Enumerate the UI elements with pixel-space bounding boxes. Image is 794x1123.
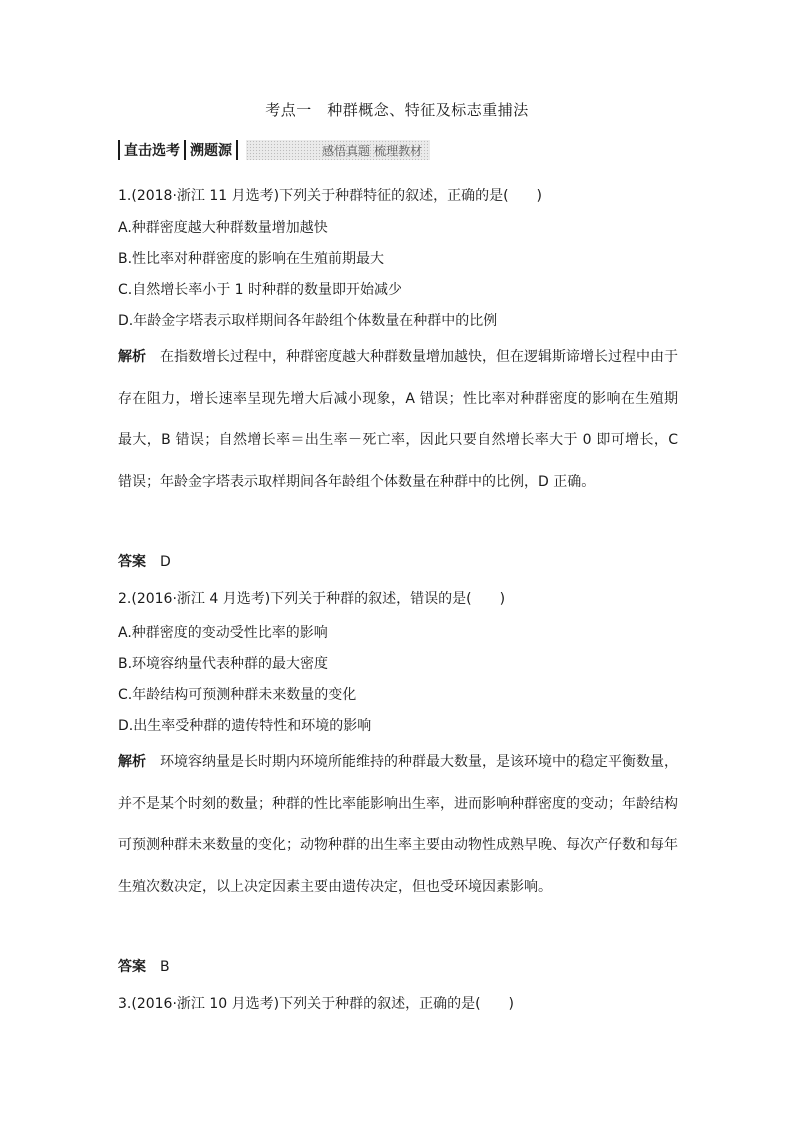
question-2-option-b: B.环境容纳量代表种群的最大密度 (118, 656, 329, 672)
banner-label (118, 139, 238, 161)
analysis-text: 在指数增长过程中，种群密度越大种群数量增加越快，但在逻辑斯谛增长过程中由于存在阻力，增长速率呈现先增大后减小现象，A 错误；性比率对种群密度的影响在生殖期最大，B 错误；自然增长率＝出生率－死亡率，因此只要自然增长率大于 0 即可增长，C 错误；年龄金字塔表示取样期间各年龄组个体数量在种群中的比例，D 正确。 (118, 349, 678, 490)
question-2-answer (118, 956, 170, 976)
question-1-answer (118, 551, 171, 571)
banner-note-text: 感悟真题 梳理教材 (322, 143, 422, 158)
question-3-stem: 3.(2016·浙江 10 月选考)下列关于种群的叙述，正确的是( ) (118, 996, 514, 1012)
section-title: 考点一 种群概念、特征及标志重捕法 (265, 101, 529, 119)
answer-label: 答案 (118, 554, 146, 570)
question-1-analysis (118, 337, 678, 503)
question-1-stem: 1.(2018·浙江 11 月选考)下列关于种群特征的叙述，正确的是( ) (118, 188, 542, 204)
answer-value: B (160, 959, 170, 975)
answer-label: 答案 (118, 959, 146, 975)
section-banner (118, 138, 558, 162)
analysis-text: 环境容纳量是长时期内环境所能维持的种群最大数量，是该环境中的稳定平衡数量，并不是某个时刻的数量；种群的性比率能影响出生率，进而影响种群密度的变动；年龄结构可预测种群未来数量的变化；动物种群的出生率主要由动物性成熟早晚、每次产仔数和每年生殖次数决定，以上决定因素主要由遗传决定，但也受环境因素影响。 (118, 754, 678, 895)
banner-divider (118, 140, 120, 160)
banner-part-1: 直击选考 (124, 143, 180, 159)
analysis-label: 解析 (118, 754, 146, 770)
question-1-option-c: C.自然增长率小于 1 时种群的数量即开始减少 (118, 282, 403, 298)
answer-value: D (160, 554, 171, 570)
banner-divider (236, 140, 238, 160)
banner-note (246, 140, 430, 160)
banner-divider (184, 140, 186, 160)
question-1-option-b: B.性比率对种群密度的影响在生殖前期最大 (118, 251, 385, 267)
question-2-stem: 2.(2016·浙江 4 月选考)下列关于种群的叙述，错误的是( ) (118, 591, 506, 607)
question-2-option-c: C.年龄结构可预测种群未来数量的变化 (118, 687, 357, 703)
question-2-option-a: A.种群密度的变动受性比率的影响 (118, 625, 328, 641)
banner-part-2: 溯题源 (190, 143, 232, 159)
question-1-option-a: A.种群密度越大种群数量增加越快 (118, 220, 328, 236)
question-2-option-d: D.出生率受种群的遗传特性和环境的影响 (118, 718, 372, 734)
question-1-option-d: D.年龄金字塔表示取样期间各年龄组个体数量在种群中的比例 (118, 313, 498, 329)
question-2-analysis (118, 742, 678, 908)
analysis-label: 解析 (118, 349, 146, 365)
